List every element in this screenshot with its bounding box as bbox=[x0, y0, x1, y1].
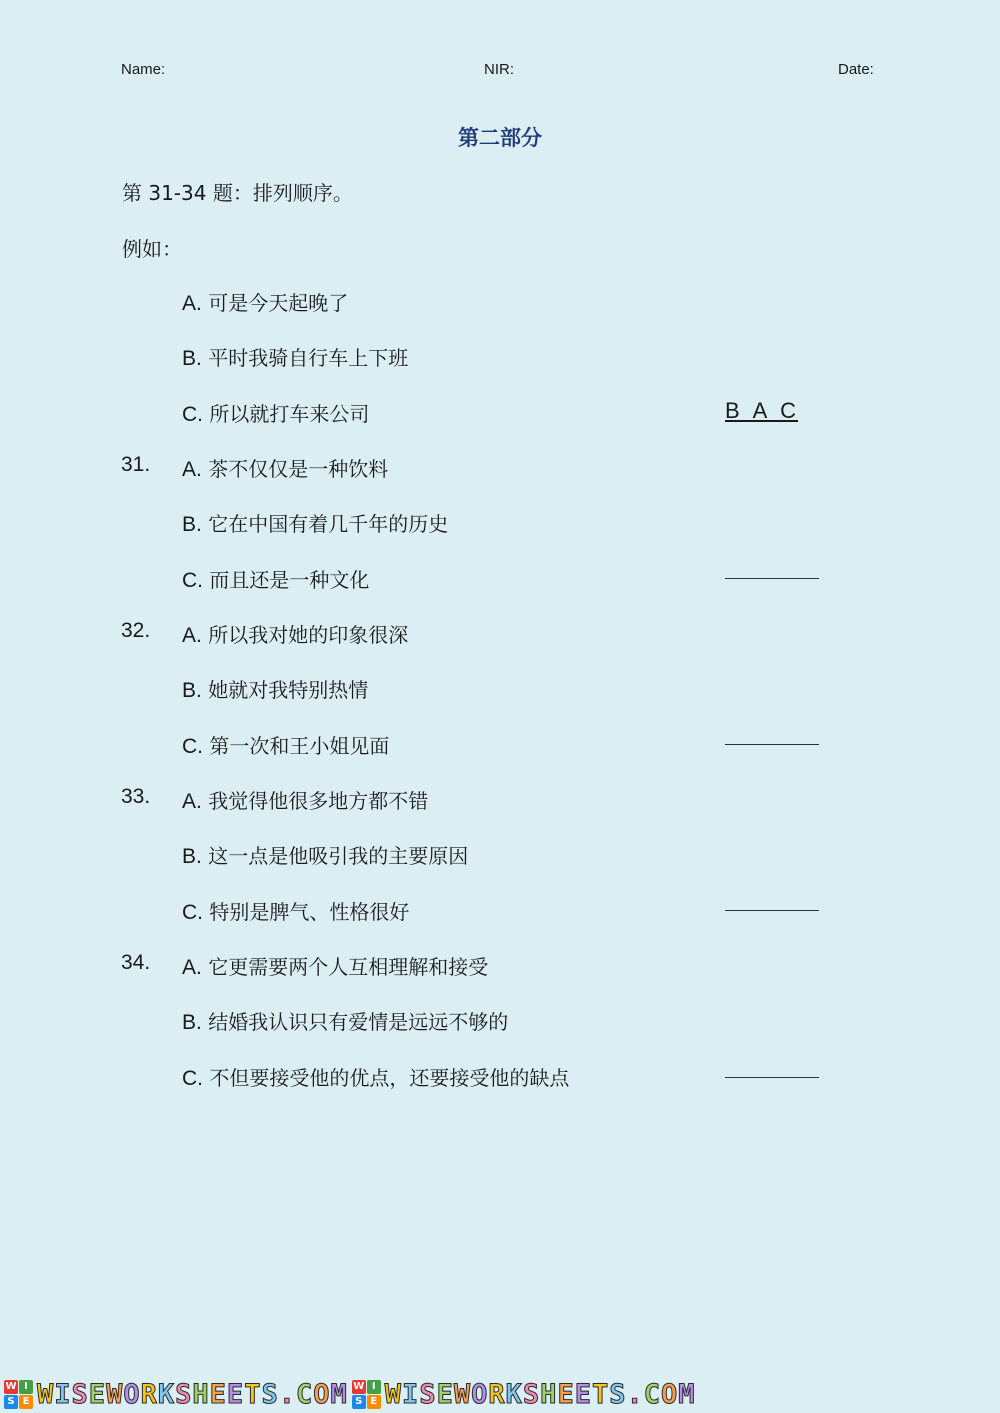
example-answer: B A C bbox=[725, 398, 799, 423]
brand-letter: C bbox=[643, 1379, 662, 1410]
brand-letter: E bbox=[436, 1379, 454, 1410]
option-text: 它更需要两个人互相理解和接受 bbox=[208, 955, 489, 979]
brand-letter: T bbox=[591, 1379, 610, 1410]
brand-text bbox=[37, 1379, 348, 1410]
option-text: 结婚我认识只有爱情是远远不够的 bbox=[208, 1010, 509, 1034]
brand-letter: H bbox=[192, 1379, 210, 1410]
brand-letter: O bbox=[471, 1379, 489, 1410]
brand-letter: W bbox=[453, 1379, 472, 1410]
option-letter: B. bbox=[182, 513, 202, 536]
question-number: 33. bbox=[121, 785, 151, 808]
section-title: 第二部分 bbox=[458, 125, 542, 150]
option-letter: A. bbox=[182, 956, 202, 979]
brand-letter: O bbox=[661, 1379, 679, 1410]
logo-letter: S bbox=[352, 1395, 366, 1409]
brand-letter: O bbox=[123, 1379, 141, 1410]
brand-letter: I bbox=[402, 1379, 420, 1410]
answer-line-31[interactable] bbox=[725, 578, 819, 579]
brand-letter: S bbox=[261, 1379, 279, 1410]
brand-letter: T bbox=[244, 1379, 262, 1410]
brand-letter: E bbox=[88, 1379, 107, 1410]
brand-letter: E bbox=[209, 1379, 227, 1410]
option-text: 不但要接受他的优点，还要接受他的缺点 bbox=[209, 1066, 570, 1090]
brand-letter: I bbox=[54, 1379, 72, 1410]
brand-letter: R bbox=[140, 1379, 158, 1410]
brand-letter: . bbox=[278, 1379, 296, 1410]
brand-letter: S bbox=[71, 1379, 89, 1410]
brand-letter: W bbox=[384, 1379, 403, 1410]
option-letter: C. bbox=[182, 901, 203, 924]
option-letter: A. bbox=[182, 624, 202, 647]
question-number: 34. bbox=[121, 951, 151, 974]
option-text: 可是今天起晚了 bbox=[208, 291, 349, 315]
option-text: 所以就打车来公司 bbox=[209, 402, 370, 426]
brand-letter: M bbox=[678, 1379, 696, 1410]
option-letter: B. bbox=[182, 679, 202, 702]
logo-letter: S bbox=[4, 1395, 18, 1409]
brand-letter: K bbox=[157, 1379, 176, 1410]
brand-letter: W bbox=[106, 1379, 124, 1410]
option-text: 而且还是一种文化 bbox=[209, 568, 370, 592]
answer-line-33[interactable] bbox=[725, 910, 819, 911]
brand-letter: W bbox=[37, 1379, 55, 1410]
option-letter: B. bbox=[182, 845, 202, 868]
option bbox=[182, 287, 348, 316]
logo-letter: W bbox=[5, 1381, 17, 1392]
brand-letter: E bbox=[226, 1379, 245, 1410]
name-label: Name: bbox=[121, 61, 166, 78]
nir-label: NIR: bbox=[484, 61, 514, 78]
option-text: 它在中国有着几千年的历史 bbox=[208, 512, 449, 536]
option-text: 特别是脾气、性格很好 bbox=[209, 900, 410, 924]
brand-letter: M bbox=[330, 1379, 348, 1410]
option-letter: B. bbox=[182, 347, 202, 370]
brand-letter: E bbox=[557, 1379, 575, 1410]
brand-letter: O bbox=[313, 1379, 331, 1410]
option-letter: C. bbox=[182, 1067, 203, 1090]
example-label: 例如： bbox=[122, 237, 182, 261]
question-number: 32. bbox=[121, 619, 151, 642]
logo-letter: I bbox=[19, 1380, 33, 1394]
option-letter: A. bbox=[182, 458, 202, 481]
brand-letter: S bbox=[609, 1379, 627, 1410]
brand-text bbox=[385, 1379, 696, 1410]
brand-letter: C bbox=[295, 1379, 314, 1410]
option-letter: C. bbox=[182, 403, 203, 426]
logo-letter: E bbox=[367, 1395, 381, 1409]
option-text: 第一次和王小姐见面 bbox=[209, 734, 390, 758]
brand-letter: R bbox=[488, 1379, 506, 1410]
brand-letter: K bbox=[505, 1379, 523, 1410]
option-text: 所以我对她的印象很深 bbox=[208, 623, 409, 647]
brand-letter: E bbox=[574, 1379, 592, 1410]
option-letter: C. bbox=[182, 569, 203, 592]
logo-letter: W bbox=[353, 1381, 365, 1392]
brand-letter: H bbox=[540, 1379, 558, 1410]
answer-line-32[interactable] bbox=[725, 744, 819, 745]
wise-logo-icon bbox=[4, 1380, 33, 1409]
wise-logo-icon bbox=[352, 1380, 381, 1409]
option-text: 平时我骑自行车上下班 bbox=[208, 346, 409, 370]
brand-letter: S bbox=[175, 1379, 193, 1410]
logo-letter: E bbox=[19, 1395, 33, 1409]
option bbox=[182, 342, 408, 371]
answer-line-34[interactable] bbox=[725, 1077, 819, 1078]
logo-letter: I bbox=[367, 1380, 381, 1394]
brand-letter: . bbox=[626, 1379, 644, 1410]
option-text: 我觉得他很多地方都不错 bbox=[208, 789, 429, 813]
option bbox=[182, 398, 369, 427]
instruction-text: 第 31-34 题：排列顺序。 bbox=[122, 181, 353, 205]
footer-brand-banner bbox=[0, 1376, 1000, 1413]
date-label: Date: bbox=[838, 61, 874, 78]
option-text: 这一点是他吸引我的主要原因 bbox=[208, 844, 469, 868]
option-letter: C. bbox=[182, 735, 203, 758]
option-text: 茶不仅仅是一种饮料 bbox=[208, 457, 389, 481]
option-text: 她就对我特别热情 bbox=[208, 678, 369, 702]
option-letter: A. bbox=[182, 790, 202, 813]
question-number: 31. bbox=[121, 453, 151, 476]
brand-letter: S bbox=[419, 1379, 437, 1410]
option-letter: B. bbox=[182, 1011, 202, 1034]
option-letter: A. bbox=[182, 292, 202, 315]
brand-letter: S bbox=[522, 1379, 541, 1410]
